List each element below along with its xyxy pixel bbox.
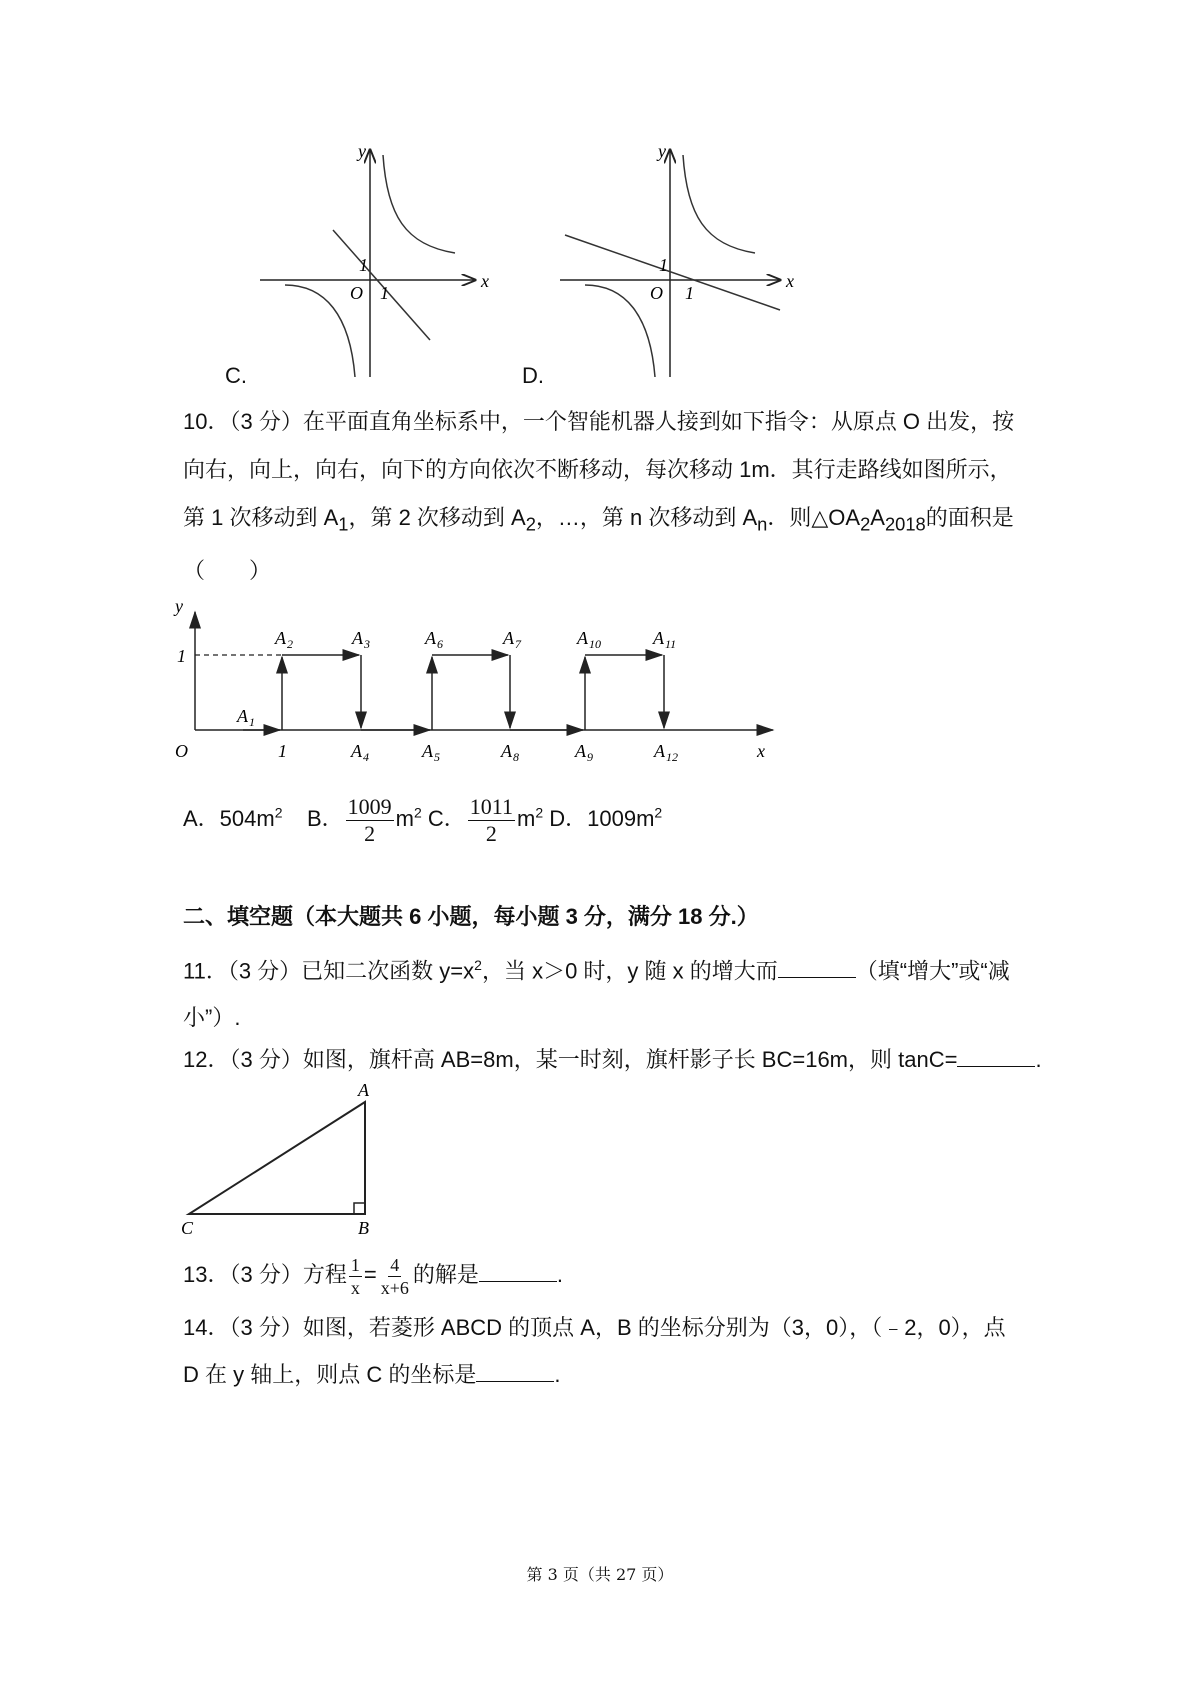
x-label: x	[481, 271, 489, 291]
svg-text:A: A	[351, 741, 362, 761]
svg-text:6: 6	[437, 637, 443, 651]
svg-text:2: 2	[287, 637, 293, 651]
svg-text:A: A	[653, 628, 664, 648]
svg-text:A: A	[422, 741, 433, 761]
option-d-label: D.	[522, 363, 544, 388]
origin-label: O	[650, 283, 663, 303]
label-c: C	[181, 1218, 194, 1238]
page-footer: 第 3 页（共 27 页）	[526, 1565, 674, 1584]
question-13: 13．（3 分）方程 $\frac{1}{x}$ = $\frac{4}{x+6}$ 的解是 .	[183, 1254, 563, 1298]
point-label-a12	[653, 741, 678, 764]
point-label-a6	[424, 628, 443, 651]
point-label-a9	[574, 741, 593, 764]
hyperbola-branch-lower	[285, 285, 355, 377]
tick-y-one: 1	[359, 255, 368, 275]
triangle-abc	[189, 1102, 365, 1214]
svg-text:A: A	[503, 628, 514, 648]
svg-text:A: A	[654, 741, 665, 761]
answer-blank	[476, 1359, 554, 1382]
answer-blank	[957, 1044, 1035, 1067]
y-label: y	[175, 596, 183, 616]
label-b: B	[358, 1218, 369, 1238]
svg-text:A: A	[237, 706, 248, 726]
y-label: y	[658, 141, 666, 161]
graph-option-d	[555, 141, 794, 380]
origin-label: O	[350, 283, 363, 303]
tick-x-one: 1	[278, 741, 287, 761]
option-b: B． $\frac{1009}{2}$ $m^2$	[306, 794, 422, 847]
point-label-a4	[350, 741, 369, 764]
option-a: A．$504m^2$	[183, 805, 283, 832]
svg-text:A: A	[352, 628, 363, 648]
point-label-a1	[236, 706, 255, 729]
answer-blank	[479, 1259, 557, 1282]
flagpole-triangle-figure	[175, 1078, 385, 1238]
question-10: 10．（3 分）在平面直角坐标系中，一个智能机器人接到如下指令：从原点 O 出发，按向右，向上，向右，向下的方向依次不断移动，每次移动 1m．其行走路线如图所示，第 1 次移动到 $A_1$，第 2 次移动到 $A_2$，…，第 n 次移动到 $A_n$．则$\triangle OA_2A_{2018}$的面积是（ ）	[183, 409, 1015, 584]
svg-text:A: A	[275, 628, 286, 648]
x-label: x	[786, 271, 794, 291]
point-label-a5	[421, 741, 440, 764]
svg-text:3: 3	[364, 637, 370, 651]
q10-options	[183, 783, 662, 849]
origin-label: O	[175, 741, 188, 761]
y-label: y	[358, 141, 366, 161]
svg-text:A: A	[575, 741, 586, 761]
hyperbola-branch-upper	[383, 155, 455, 253]
robot-path-figure	[175, 596, 785, 765]
x-label: x	[757, 741, 765, 761]
svg-text:10: 10	[589, 637, 601, 651]
svg-text:1: 1	[249, 715, 255, 729]
question-14: 14．（3 分）如图，若菱形 ABCD 的顶点 A，B 的坐标分别为（3，0），（﹣2，0），点 D 在 y 轴上，则点 C 的坐标是 .	[183, 1315, 1006, 1387]
hyperbola-branch-lower	[585, 285, 655, 377]
option-d: D．$1009m^2$	[549, 805, 663, 832]
tick-y-one: 1	[659, 255, 668, 275]
point-label-a10	[576, 628, 601, 651]
point-label-a3	[351, 628, 370, 651]
svg-text:9: 9	[587, 750, 593, 764]
point-label-a2	[274, 628, 293, 651]
svg-text:12: 12	[666, 750, 678, 764]
tick-x-one: 1	[380, 283, 389, 303]
point-label-a7	[502, 628, 522, 651]
linear-line	[565, 235, 780, 310]
svg-text:4: 4	[363, 750, 369, 764]
right-angle-marker	[354, 1203, 365, 1214]
question-12: 12．（3 分）如图，旗杆高 AB=8m，某一时刻，旗杆影子长 BC=16m，则 tanC= .	[183, 1036, 1042, 1084]
point-label-a11	[652, 628, 676, 651]
point-label-a8	[500, 741, 519, 764]
option-c-label: C.	[225, 363, 247, 388]
graph-option-c	[255, 141, 489, 380]
hyperbola-branch-upper	[683, 155, 755, 253]
tick-x-one: 1	[685, 283, 694, 303]
section-title: 二、填空题（本大题共 6 小题，每小题 3 分，满分 18 分.）	[183, 904, 759, 929]
svg-text:7: 7	[515, 637, 521, 651]
label-a: A	[358, 1080, 369, 1100]
question-11: 11．（3 分）已知二次函数 $y=x^2$，当 x＞0 时，y 随 x 的增大而 （填“增大”或“减小”）.	[183, 957, 1010, 1031]
svg-text:11: 11	[665, 637, 677, 651]
svg-text:A: A	[425, 628, 436, 648]
svg-text:A: A	[577, 628, 588, 648]
svg-text:8: 8	[513, 750, 519, 764]
answer-blank	[778, 955, 856, 978]
svg-text:A: A	[501, 741, 512, 761]
tick-y-one: 1	[177, 646, 186, 666]
svg-text:5: 5	[434, 750, 440, 764]
option-c: C． $\frac{1011}{2}$ $m^2$	[427, 794, 544, 847]
